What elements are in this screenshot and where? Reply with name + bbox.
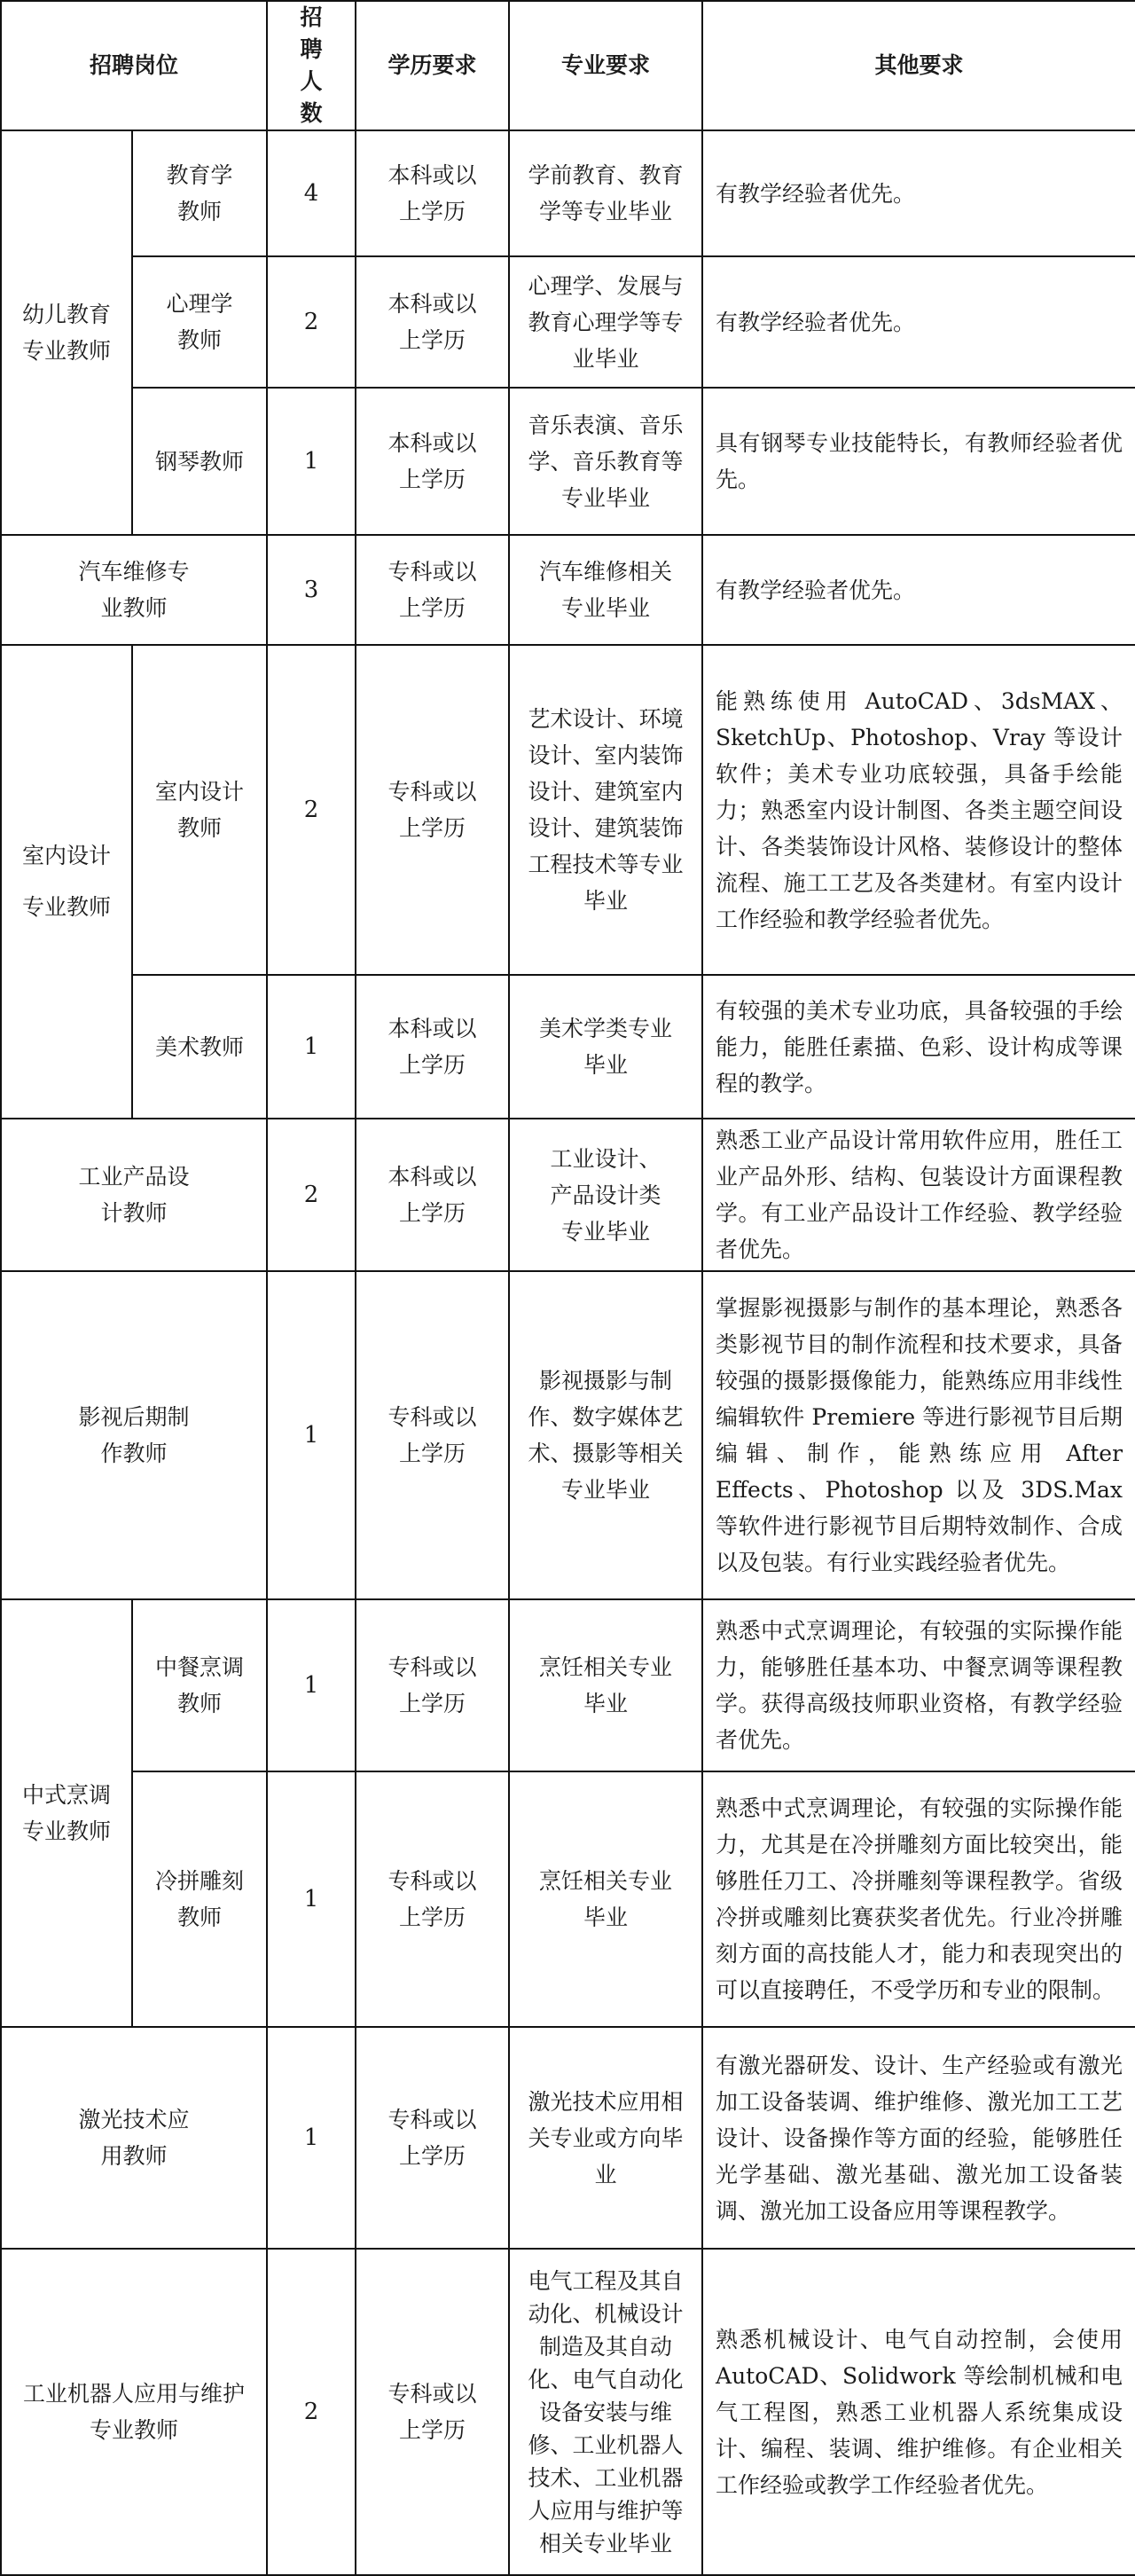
major-cell: 烹饪相关专业毕业: [509, 1599, 702, 1771]
count-cell: 2: [267, 2249, 356, 2575]
table-row: [1, 130, 1135, 256]
table-row: [1, 535, 1135, 645]
group-cell: 幼儿教育专业教师: [1, 130, 132, 535]
group-cell: 影视后期制作教师: [1, 1271, 267, 1599]
group-cell: 汽车维修专业教师: [1, 535, 267, 645]
education-cell: 本科或以上学历: [356, 975, 509, 1119]
other-cell: 有激光器研发、设计、生产经验或有激光加工设备装调、维护维修、激光加工工艺设计、设备操作等方面的经验，能够胜任光学基础、激光基础、激光加工设备装调、激光加工设备应用等课程教学。: [702, 2027, 1135, 2249]
other-cell: 熟悉中式烹调理论，有较强的实际操作能力，尤其是在冷拼雕刻方面比较突出，能够胜任刀工、冷拼雕刻等课程教学。省级冷拼或雕刻比赛获奖者优先。行业冷拼雕刻方面的高技能人才，能力和表现突出的可以直接聘任，不受学历和专业的限制。: [702, 1771, 1135, 2027]
major-cell: 音乐表演、音乐学、音乐教育等专业毕业: [509, 388, 702, 535]
major-cell: 学前教育、教育学等专业毕业: [509, 130, 702, 256]
education-cell: 本科或以上学历: [356, 130, 509, 256]
sub-position-cell: 钢琴教师: [132, 388, 267, 535]
header-position: 招聘岗位: [1, 1, 267, 130]
count-cell: 2: [267, 645, 356, 975]
count-cell: 1: [267, 975, 356, 1119]
table-row: [1, 975, 1135, 1119]
group-cell: 中式烹调专业教师: [1, 1599, 132, 2027]
sub-position-cell: 中餐烹调教师: [132, 1599, 267, 1771]
major-cell: 心理学、发展与教育心理学等专业毕业: [509, 256, 702, 388]
group-cell: 工业产品设计教师: [1, 1119, 267, 1271]
count-cell: 4: [267, 130, 356, 256]
major-cell: 工业设计、产品设计类专业毕业: [509, 1119, 702, 1271]
table-row: [1, 1771, 1135, 2027]
other-cell: 有较强的美术专业功底，具备较强的手绘能力，能胜任素描、色彩、设计构成等课程的教学。: [702, 975, 1135, 1119]
table-row: [1, 1599, 1135, 1771]
other-cell: 掌握影视摄影与制作的基本理论，熟悉各类影视节目的制作流程和技术要求，具备较强的摄影摄像能力，能熟练应用非线性编辑软件 Premiere 等进行影视节目后期编辑、制作，能熟练应用 After Effects、Photoshop 以及 3DS.Max 等软件进行影视节目后期特效制作、合成以及包装。有行业实践经验者优先。: [702, 1271, 1135, 1599]
other-cell: 熟悉中式烹调理论，有较强的实际操作能力，能够胜任基本功、中餐烹调等课程教学。获得高级技师职业资格，有教学经验者优先。: [702, 1599, 1135, 1771]
count-cell: 1: [267, 1599, 356, 1771]
major-cell: 影视摄影与制作、数字媒体艺术、摄影等相关专业毕业: [509, 1271, 702, 1599]
major-cell: 激光技术应用相关专业或方向毕业: [509, 2027, 702, 2249]
count-cell: 2: [267, 256, 356, 388]
education-cell: 专科或以上学历: [356, 1271, 509, 1599]
education-cell: 本科或以上学历: [356, 1119, 509, 1271]
major-cell: 美术学类专业毕业: [509, 975, 702, 1119]
header-row: [1, 1, 1135, 130]
major-cell: 艺术设计、环境设计、室内装饰设计、建筑室内设计、建筑装饰工程技术等专业毕业: [509, 645, 702, 975]
header-other: 其他要求: [702, 1, 1135, 130]
count-cell: 1: [267, 388, 356, 535]
header-major: 专业要求: [509, 1, 702, 130]
education-cell: 专科或以上学历: [356, 2027, 509, 2249]
sub-position-cell: 冷拼雕刻教师: [132, 1771, 267, 2027]
sub-position-cell: 教育学教师: [132, 130, 267, 256]
group-cell: 激光技术应用教师: [1, 2027, 267, 2249]
sub-position-cell: 美术教师: [132, 975, 267, 1119]
table-row: [1, 2027, 1135, 2249]
group-cell: 室内设计专业教师: [1, 645, 132, 1119]
other-cell: 有教学经验者优先。: [702, 130, 1135, 256]
education-cell: 本科或以上学历: [356, 256, 509, 388]
count-cell: 2: [267, 1119, 356, 1271]
education-cell: 专科或以上学历: [356, 1599, 509, 1771]
education-cell: 专科或以上学历: [356, 2249, 509, 2575]
other-cell: 有教学经验者优先。: [702, 535, 1135, 645]
other-cell: 具有钢琴专业技能特长，有教师经验者优先。: [702, 388, 1135, 535]
education-cell: 专科或以上学历: [356, 535, 509, 645]
sub-position-cell: 心理学教师: [132, 256, 267, 388]
count-cell: 1: [267, 2027, 356, 2249]
table-row: [1, 388, 1135, 535]
table-row: [1, 256, 1135, 388]
count-cell: 1: [267, 1271, 356, 1599]
table-row: [1, 1271, 1135, 1599]
other-cell: 熟悉机械设计、电气自动控制，会使用 AutoCAD、Solidwork 等绘制机械和电气工程图，熟悉工业机器人系统集成设计、编程、装调、维护维修。有企业相关工作经验或教学工作经验者优先。: [702, 2249, 1135, 2575]
count-cell: 1: [267, 1771, 356, 2027]
major-cell: 烹饪相关专业毕业: [509, 1771, 702, 2027]
header-count: 招聘人数: [267, 1, 356, 130]
other-cell: 有教学经验者优先。: [702, 256, 1135, 388]
table-row: [1, 1119, 1135, 1271]
table-row: [1, 645, 1135, 975]
table-row: [1, 2249, 1135, 2575]
other-cell: 熟悉工业产品设计常用软件应用，胜任工业产品外形、结构、包装设计方面课程教学。有工业产品设计工作经验、教学经验者优先。: [702, 1119, 1135, 1271]
count-cell: 3: [267, 535, 356, 645]
group-cell: 工业机器人应用与维护专业教师: [1, 2249, 267, 2575]
major-cell: 汽车维修相关专业毕业: [509, 535, 702, 645]
education-cell: 专科或以上学历: [356, 1771, 509, 2027]
header-education: 学历要求: [356, 1, 509, 130]
education-cell: 本科或以上学历: [356, 388, 509, 535]
other-cell: 能熟练使用 AutoCAD、3dsMAX、SketchUp、Photoshop、Vray 等设计软件；美术专业功底较强，具备手绘能力；熟悉室内设计制图、各类主题空间设计、各类装饰设计风格、装修设计的整体流程、施工工艺及各类建材。有室内设计工作经验和教学经验者优先。: [702, 645, 1135, 975]
sub-position-cell: 室内设计教师: [132, 645, 267, 975]
major-cell: 电气工程及其自动化、机械设计制造及其自动化、电气自动化设备安装与维修、工业机器人技术、工业机器人应用与维护等相关专业毕业: [509, 2249, 702, 2575]
education-cell: 专科或以上学历: [356, 645, 509, 975]
